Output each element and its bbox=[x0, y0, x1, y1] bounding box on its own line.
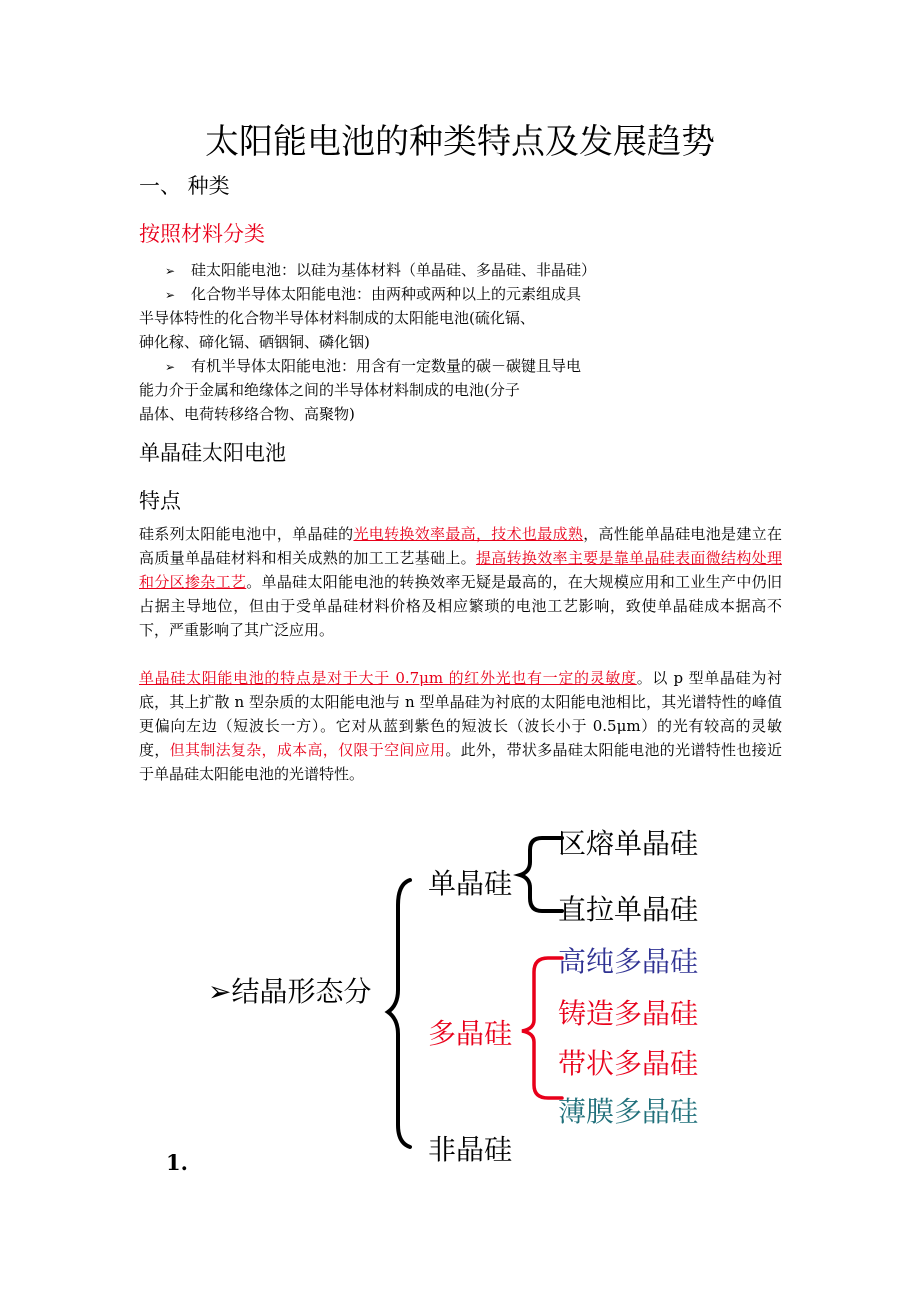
diagram-root: ➢结晶形态分 bbox=[208, 975, 372, 1008]
paragraph-2: 单晶硅太阳能电池的特点是对于大于 0.7μm 的红外光也有一定的灵敏度。以 p 型单晶硅为衬底，其上扩散 n 型杂质的太阳能电池与 n 型单晶硅为衬底的太阳能电池相比，其光谱特性的峰值更偏向左边（短波长一方）。它对从蓝到紫色的短波长（波长小于 0.5μm）的光有较高的灵敏度，但其制法复杂，成本高，仅限于空间应用。此外，带状多晶硅太阳能电池的光谱特性也接近于单晶硅太阳能电池的光谱特性。 bbox=[139, 669, 783, 783]
diagram-node-ribbon-poly: 带状多晶硅 bbox=[558, 1047, 699, 1080]
diagram-node-high-purity-poly: 高纯多晶硅 bbox=[558, 945, 699, 978]
mono-brace bbox=[520, 838, 562, 911]
diagram-node-poly: 多晶硅 bbox=[428, 1017, 513, 1050]
diagram-node-amorphous: 非晶硅 bbox=[428, 1133, 513, 1166]
arrow-bullet-icon: ➢ bbox=[165, 288, 176, 302]
list-item-continuation: 砷化稼、碲化镉、硒铟铜、磷化铟) bbox=[139, 333, 370, 351]
material-classification-heading: 按照材料分类 bbox=[139, 222, 265, 246]
diagram-node-zone-melt: 区熔单晶硅 bbox=[558, 827, 699, 860]
arrow-bullet-icon: ➢ bbox=[165, 264, 176, 278]
page-title: 太阳能电池的种类特点及发展趋势 bbox=[205, 122, 715, 162]
main-brace bbox=[388, 880, 410, 1147]
diagram-node-thin-film-poly: 薄膜多晶硅 bbox=[558, 1095, 699, 1128]
list-item: ➢ 有机半导体太阳能电池：用含有一定数量的碳－碳键且导电 bbox=[165, 354, 581, 379]
diagram-node-mono: 单晶硅 bbox=[428, 867, 513, 900]
section-heading-types: 一、 种类 bbox=[139, 174, 230, 198]
list-item-continuation: 能力介于金属和绝缘体之间的半导体材料制成的电池(分子 bbox=[139, 381, 520, 399]
arrow-bullet-icon: ➢ bbox=[208, 975, 232, 1008]
paragraph-1: 硅系列太阳能电池中，单晶硅的光电转换效率最高，技术也最成熟，高性能单晶硅电池是建立在高质量单晶硅材料和相关成熟的加工工艺基础上。提高转换效率主要是靠单晶硅表面微结构处理和分区掺杂工艺。单晶硅太阳能电池的转换效率无疑是最高的，在大规模应用和工业生产中仍旧占据主导地位，但由于受单晶硅材料价格及相应繁琐的电池工艺影响，致使单晶硅成本据高不下，严重影响了其广泛应用。 bbox=[139, 525, 782, 639]
arrow-bullet-icon: ➢ bbox=[165, 360, 176, 374]
list-item-continuation: 晶体、电荷转移络合物、高聚物) bbox=[139, 405, 355, 423]
list-item: ➢ 化合物半导体太阳能电池：由两种或两种以上的元素组成具 bbox=[165, 282, 581, 307]
features-heading: 特点 bbox=[139, 489, 181, 513]
list-item-continuation: 半导体特性的化合物半导体材料制成的太阳能电池(硫化镉、 bbox=[139, 309, 535, 327]
diagram-node-cast-poly: 铸造多晶硅 bbox=[558, 997, 699, 1030]
footer-number: 1. bbox=[166, 1150, 188, 1175]
poly-brace bbox=[522, 958, 562, 1098]
list-item: ➢ 硅太阳能电池：以硅为基体材料（单晶硅、多晶硅、非晶硅） bbox=[165, 258, 596, 283]
mono-silicon-heading: 单晶硅太阳电池 bbox=[139, 441, 286, 465]
diagram-node-czochralski: 直拉单晶硅 bbox=[558, 893, 699, 926]
